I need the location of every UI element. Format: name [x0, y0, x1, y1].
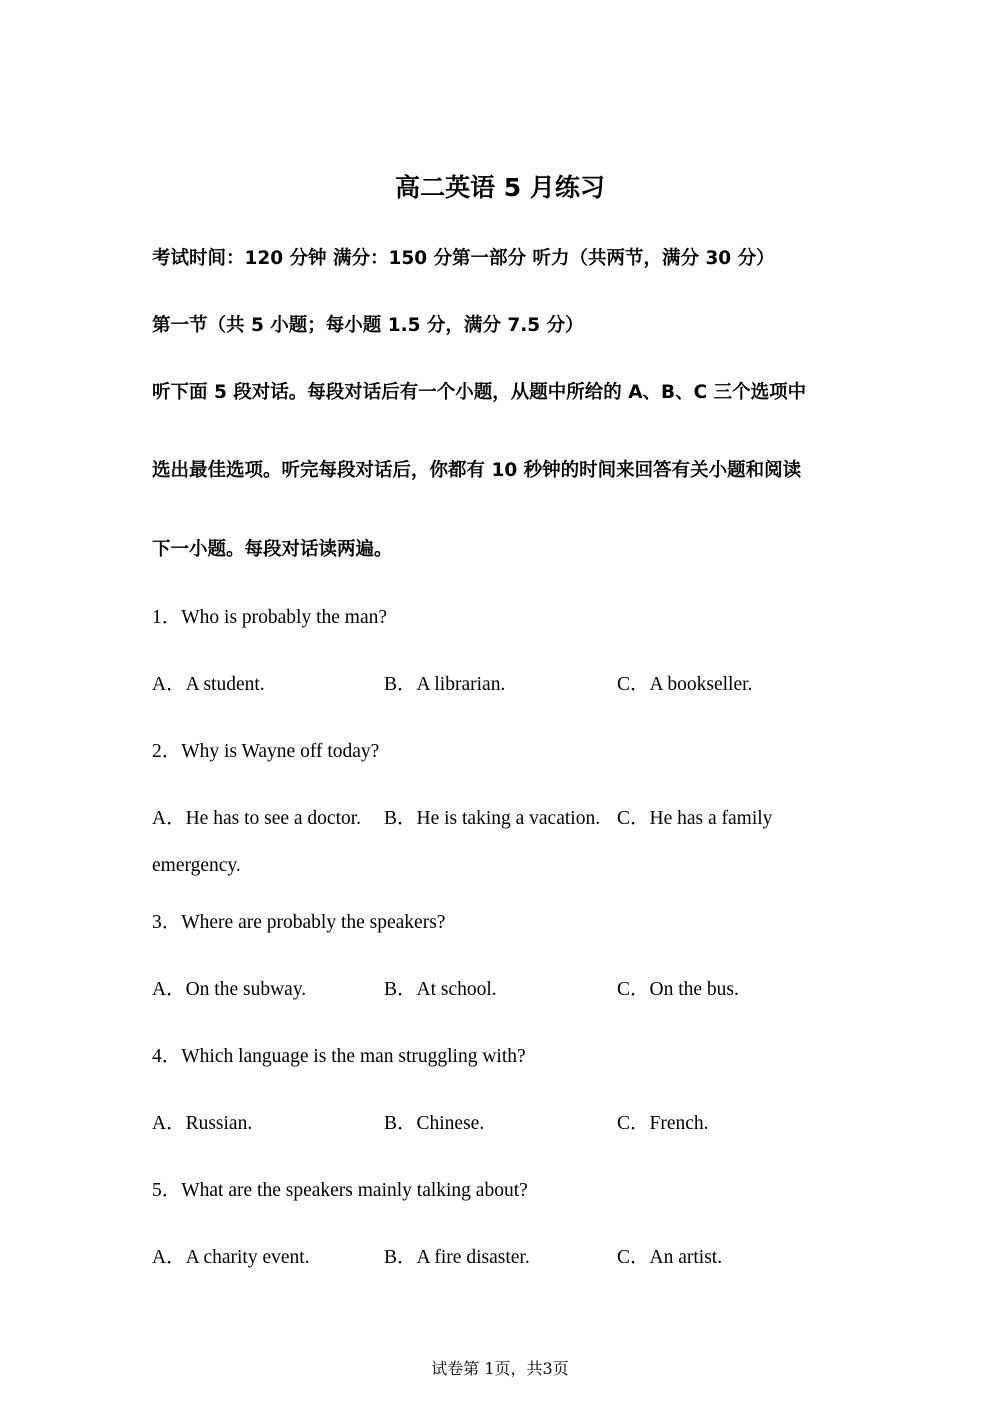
question-stem: 1．Who is probably the man? [152, 607, 388, 628]
option-a: A．A student. [152, 674, 265, 695]
option-b: B．At school. [384, 979, 497, 1000]
option-a: A．A charity event. [152, 1247, 310, 1268]
option-b: B．Chinese. [384, 1113, 485, 1134]
instructions-line-1: 听下面 5 段对话。每段对话后有一个小题，从题中所给的 A、B、C 三个选项中 [152, 382, 807, 403]
option-b: B．He is taking a vacation. [384, 808, 601, 829]
option-c: C．A bookseller. [617, 674, 753, 695]
question-stem: 3．Where are probably the speakers? [152, 912, 446, 933]
option-c: C．An artist. [617, 1247, 723, 1268]
page-title: 高二英语 5 月练习 [395, 173, 605, 202]
exam-info: 考试时间：120 分钟 满分：150 分第一部分 听力（共两节，满分 30 分） [152, 248, 775, 269]
option-c: C．French. [617, 1113, 709, 1134]
section-heading: 第一节（共 5 小题；每小题 1.5 分，满分 7.5 分） [152, 315, 584, 336]
option-a: A．He has to see a doctor. [152, 808, 362, 829]
option-c: C．He has a family [617, 808, 773, 829]
page-footer: 试卷第 1页，共3页 [431, 1359, 569, 1378]
question-stem: 4．Which language is the man struggling with? [152, 1046, 526, 1067]
instructions-line-3: 下一小题。每段对话读两遍。 [152, 539, 393, 560]
question-stem: 5．What are the speakers mainly talking about? [152, 1180, 528, 1201]
instructions-line-2: 选出最佳选项。听完每段对话后，你都有 10 秒钟的时间来回答有关小题和阅读 [152, 460, 802, 481]
option-b: B．A librarian. [384, 674, 506, 695]
question-stem: 2．Why is Wayne off today? [152, 741, 380, 762]
option-c: C．On the bus. [617, 979, 739, 1000]
option-b: B．A fire disaster. [384, 1247, 530, 1268]
option-a: A．On the subway. [152, 979, 307, 1000]
option-continuation: emergency. [152, 855, 241, 876]
option-a: A．Russian. [152, 1113, 253, 1134]
